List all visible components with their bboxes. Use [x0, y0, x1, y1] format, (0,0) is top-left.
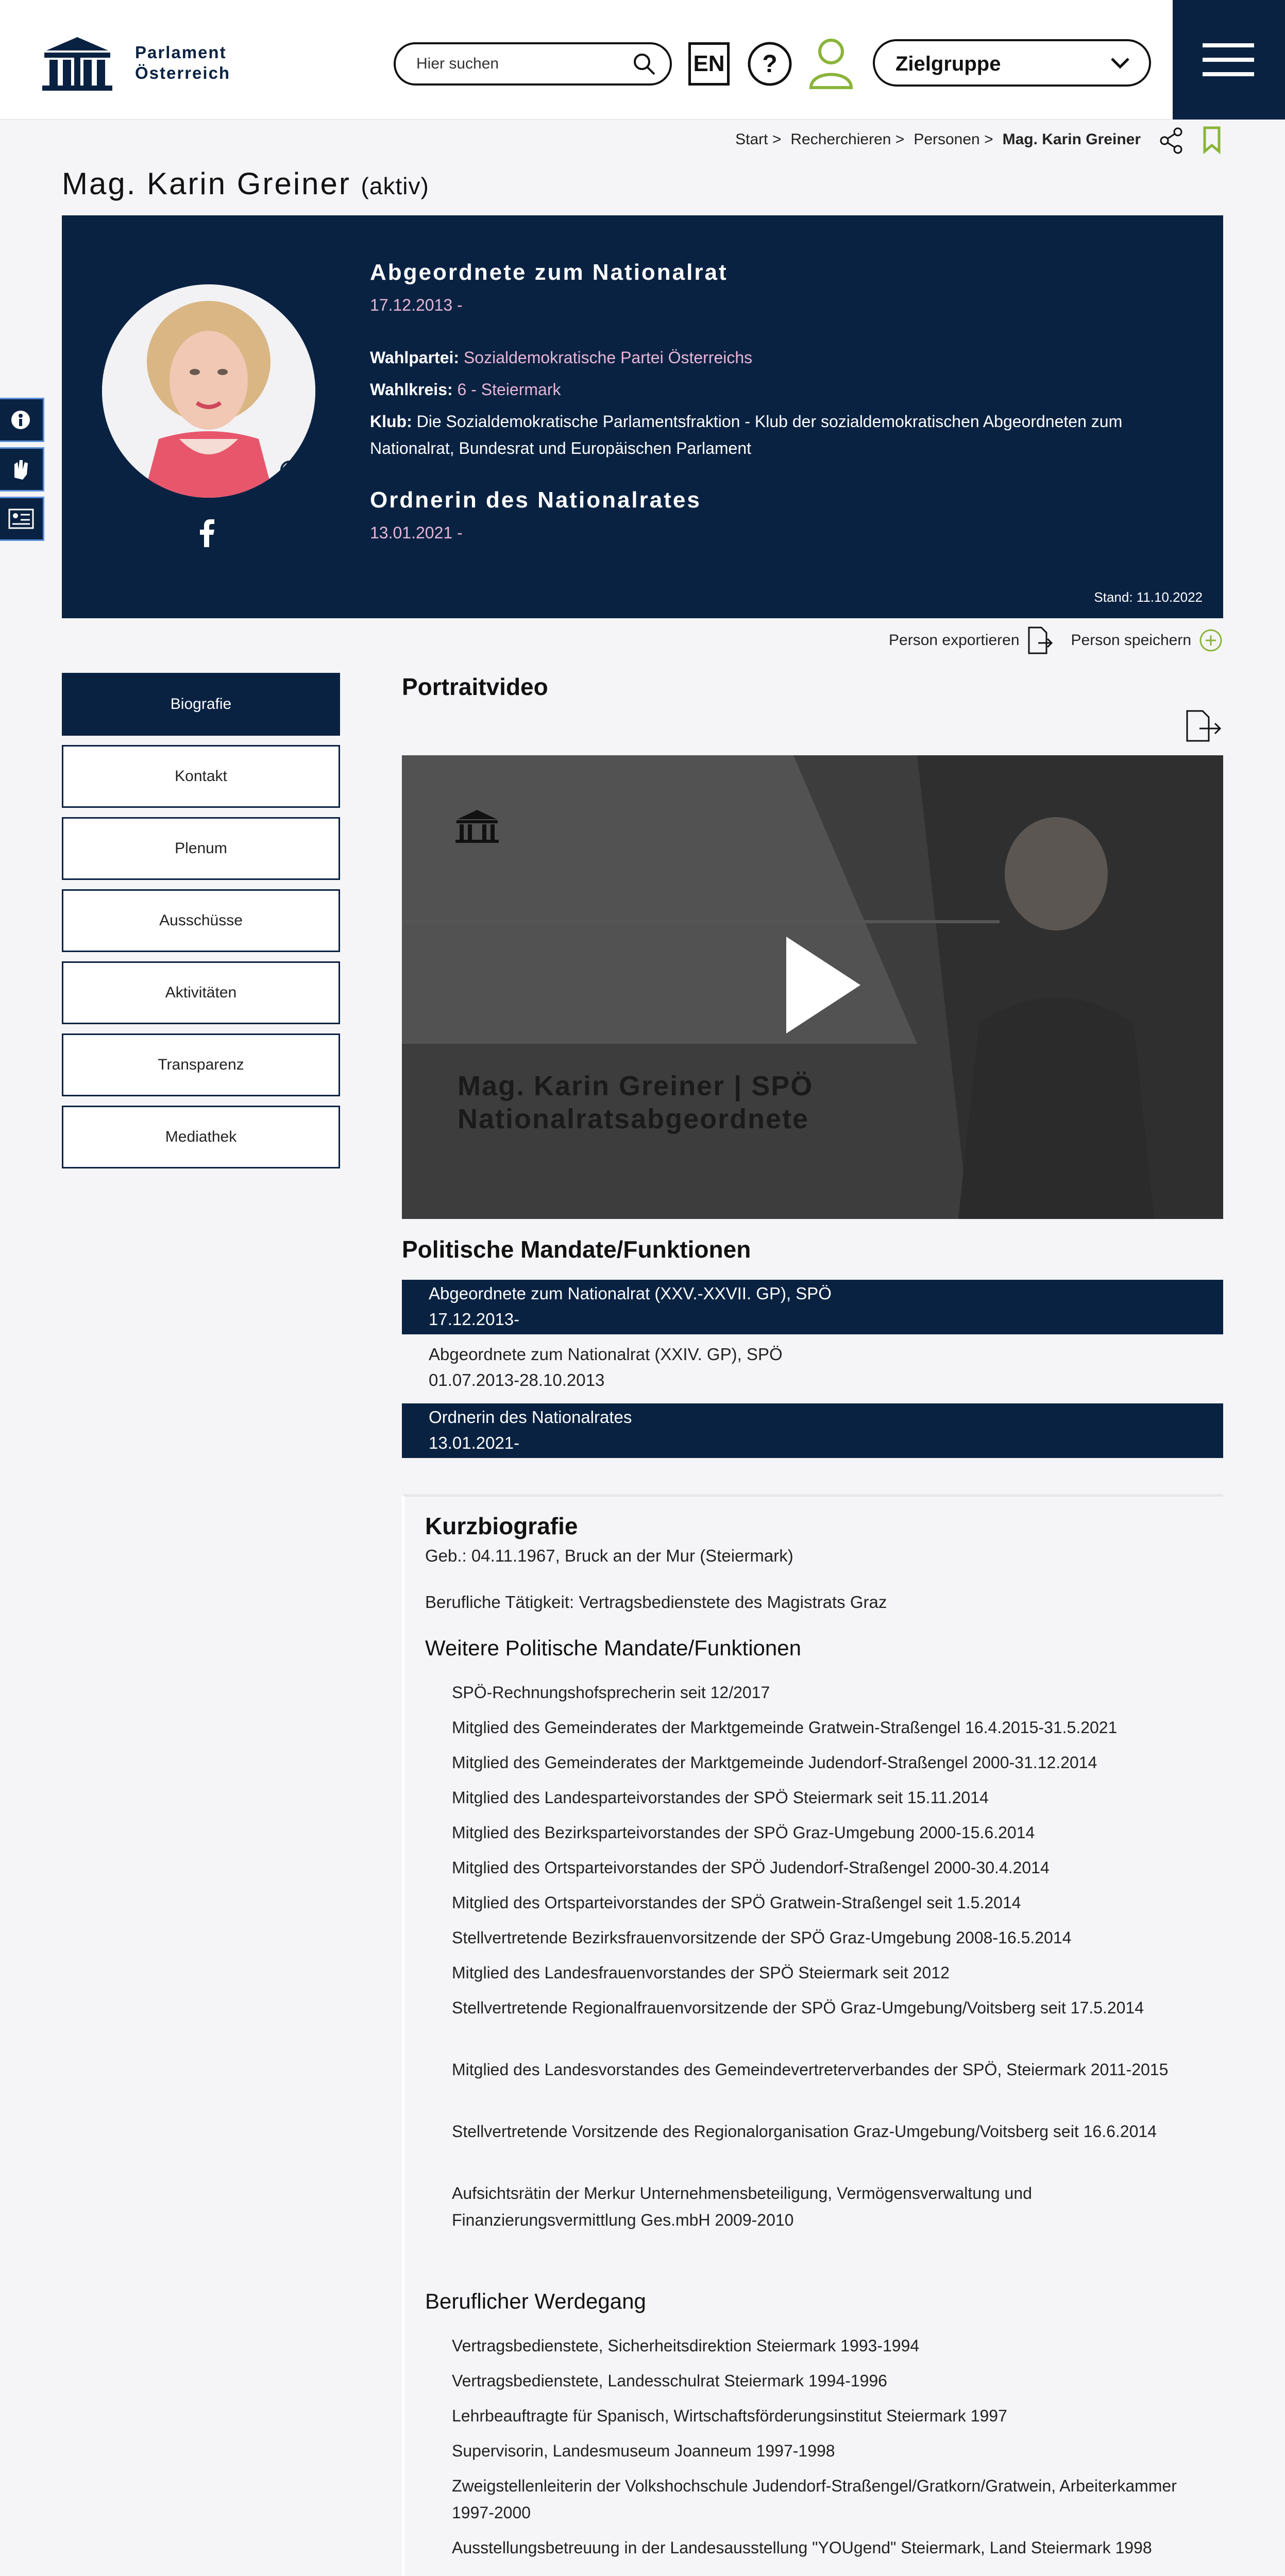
- hand-icon: [0, 449, 42, 490]
- career-item: Supervisorin, Landesmuseum Joanneum 1997-1998: [452, 2442, 835, 2460]
- wahlpartei-link[interactable]: Sozialdemokratische Partei Österreichs: [463, 348, 753, 367]
- further-mandate-item: Stellvertretende Bezirksfrauenvorsitzende der SPÖ Graz-Umgebung 2008-16.5.2014: [452, 1928, 1072, 1947]
- nav-kontakt[interactable]: Kontakt: [62, 745, 340, 808]
- further-mandate-item: Stellvertretende Regionalfrauenvorsitzende der SPÖ Graz-Umgebung/Voitsberg seit 17.5.2014: [452, 1998, 1144, 2017]
- career-heading: Beruflicher Werdegang: [425, 2289, 646, 2313]
- wahlpartei-label: Wahlpartei:: [370, 348, 460, 367]
- video-title-line1: Mag. Karin Greiner | SPÖ: [458, 1071, 814, 1101]
- further-mandate-item: Aufsichtsrätin der Merkur Unternehmensbeteiligung, Vermögensverwaltung und Finanzierungsvermittlung Ges.mbH 2009-2010: [452, 2184, 1032, 2229]
- video-title-line2: Nationalratsabgeordnete: [458, 1104, 809, 1134]
- further-mandate-item: Mitglied des Gemeinderates der Marktgemeinde Gratwein-Straßengel 16.4.2015-31.5.2021: [452, 1718, 1118, 1737]
- breadcrumb-recherchieren[interactable]: Recherchieren >: [790, 131, 905, 148]
- audience-dropdown-label: Zielgruppe: [895, 53, 1001, 75]
- audience-dropdown[interactable]: [873, 39, 1151, 87]
- chevron-down-icon: [1110, 57, 1130, 70]
- save-person-label[interactable]: Person speichern: [1071, 632, 1191, 649]
- person-name: Mag. Karin Greiner: [62, 166, 351, 201]
- further-mandate-item: Stellvertretende Vorsitzende des Regionalorganisation Graz-Umgebung/Voitsberg seit 16.6.2014: [452, 2122, 1157, 2141]
- wahlkreis-link[interactable]: 6 - Steiermark: [457, 380, 561, 399]
- further-mandate-item: Mitglied des Landesparteivorstandes der SPÖ Steiermark seit 15.11.2014: [452, 1788, 989, 1807]
- bookmark-icon[interactable]: [1202, 126, 1222, 155]
- further-mandate-item: Mitglied des Ortsparteivorstandes der SPÖ Judendorf-Straßengel 2000-30.4.2014: [452, 1858, 1050, 1877]
- klub-line: [370, 408, 1174, 462]
- breadcrumb-start[interactable]: Start >: [735, 131, 782, 148]
- mandate-title: Ordnerin des Nationalrates: [429, 1408, 632, 1427]
- export-person-label[interactable]: Person exportieren: [889, 632, 1020, 649]
- help-icon[interactable]: [746, 40, 793, 88]
- role-date-abgeordnete: 17.12.2013 -: [370, 296, 463, 314]
- language-switch-button[interactable]: EN: [688, 42, 730, 86]
- wahlkreis-line: [370, 376, 1174, 403]
- stand-date: Stand: 11.10.2022: [1094, 589, 1203, 605]
- birth-info: Geb.: 04.11.1967, Bruck an der Mur (Steiermark): [425, 1546, 793, 1565]
- further-mandates-heading: Weitere Politische Mandate/Funktionen: [425, 1636, 801, 1660]
- klub-label: Klub:: [370, 412, 412, 431]
- role-title-ordnerin: Ordnerin des Nationalrates: [370, 487, 701, 513]
- nav-transparenz[interactable]: Transparenz: [62, 1033, 340, 1096]
- career-item: Vertragsbedienstete, Sicherheitsdirektion Steiermark 1993-1994: [452, 2336, 920, 2355]
- person-actions: [889, 625, 1223, 655]
- breadcrumb: [735, 131, 1141, 148]
- mandates-heading: Politische Mandate/Funktionen: [402, 1236, 751, 1263]
- svg-text:?: ?: [762, 50, 777, 78]
- further-mandate-item: Mitglied des Gemeinderates der Marktgemeinde Judendorf-Straßengel 2000-31.12.2014: [452, 1753, 1097, 1772]
- mandate-date: 01.07.2013-28.10.2013: [429, 1370, 605, 1389]
- nav-aktivitaeten[interactable]: Aktivitäten: [62, 961, 340, 1024]
- biography-section: [402, 1494, 1223, 2576]
- wahlpartei-line: [370, 344, 1174, 371]
- kurzbiografie-heading: Kurzbiografie: [425, 1513, 578, 1539]
- portrait-video-heading: Portraitvideo: [402, 673, 548, 700]
- career-item: Vertragsbedienstete, Landesschulrat Steiermark 1994-1996: [452, 2371, 887, 2390]
- export-icon[interactable]: [1027, 625, 1054, 655]
- role-title-abgeordnete: Abgeordnete zum Nationalrat: [370, 260, 728, 285]
- wahlkreis-label: Wahlkreis:: [370, 380, 453, 399]
- job-info: Berufliche Tätigkeit: Vertragsbedienstete des Magistrats Graz: [425, 1592, 887, 1612]
- career-item: Ausstellungsbetreuung in der Landesausstellung "YOUgend" Steiermark, Land Steiermark 1998: [452, 2538, 1152, 2557]
- zoom-in-icon[interactable]: [278, 459, 306, 486]
- breadcrumb-personen[interactable]: Personen >: [914, 131, 993, 148]
- klub-value[interactable]: Die Sozialdemokratische Parlamentsfraktion - Klub der sozialdemokratischen Abgeordneten zum Nationalrat, Bundesrat und Europäischen Parlament: [370, 412, 1123, 457]
- further-mandate-item: SPÖ-Rechnungshofsprecherin seit 12/2017: [452, 1683, 770, 1702]
- user-icon[interactable]: [808, 36, 854, 90]
- page-title: [62, 166, 429, 201]
- video-thumbnail: [402, 755, 1223, 1219]
- parliament-logo[interactable]: [41, 35, 230, 91]
- breadcrumb-current: Mag. Karin Greiner: [1002, 131, 1141, 148]
- career-item: Lehrbeauftragte für Spanisch, Wirtschaftsförderungsinstitut Steiermark 1997: [452, 2406, 1007, 2425]
- person-status: (aktiv): [361, 173, 429, 199]
- facebook-icon[interactable]: [199, 519, 215, 547]
- nav-mediathek[interactable]: Mediathek: [62, 1106, 340, 1168]
- easy-read-icon: [0, 498, 42, 539]
- mandate-item[interactable]: [402, 1280, 1223, 1334]
- export-video-icon[interactable]: [1185, 709, 1222, 743]
- nav-plenum[interactable]: Plenum: [62, 817, 340, 880]
- logo-text-line2: Österreich: [135, 63, 231, 82]
- logo-text-line1: Parlament: [135, 43, 227, 62]
- parliament-building-icon: [41, 35, 113, 91]
- site-header: [0, 0, 1285, 120]
- search-box: [394, 42, 672, 86]
- easy-language-button[interactable]: [0, 497, 44, 541]
- portrait-video-player[interactable]: [402, 755, 1223, 1219]
- accessibility-button[interactable]: [0, 398, 44, 442]
- accessibility-icon: [0, 399, 42, 440]
- add-circle-icon[interactable]: [1198, 628, 1223, 653]
- search-input[interactable]: [416, 54, 633, 74]
- hamburger-icon: [1203, 43, 1254, 47]
- further-mandate-item: Mitglied des Landesvorstandes des Gemeindevertreterverbandes der SPÖ, Steiermark 2011-2015: [452, 2060, 1169, 2079]
- role-date-ordnerin: 13.01.2021 -: [370, 523, 463, 542]
- sign-language-button[interactable]: [0, 447, 44, 492]
- share-icon[interactable]: [1159, 127, 1183, 155]
- further-mandate-item: Mitglied des Ortsparteivorstandes der SPÖ Gratwein-Straßengel seit 1.5.2014: [452, 1893, 1021, 1912]
- further-mandate-item: Mitglied des Landesfrauenvorstandes der SPÖ Steiermark seit 2012: [452, 1963, 950, 1982]
- career-item: Zweigstellenleiterin der Volkshochschule Judendorf-Straßengel/Gratkorn/Gratwein, Arbeiterkammer 1997-2000: [452, 2477, 1177, 2522]
- mandate-title: Abgeordnete zum Nationalrat (XXIV. GP), SPÖ: [429, 1345, 783, 1364]
- search-icon[interactable]: [632, 52, 657, 77]
- profile-banner: [62, 215, 1223, 618]
- mandate-title: Abgeordnete zum Nationalrat (XXV.-XXVII. GP), SPÖ: [429, 1284, 832, 1303]
- mandate-date: 17.12.2013-: [429, 1310, 520, 1329]
- mandate-item[interactable]: [402, 1341, 1223, 1395]
- nav-biografie[interactable]: Biografie: [62, 673, 340, 736]
- mandate-item[interactable]: [402, 1403, 1223, 1458]
- mandate-date: 13.01.2021-: [429, 1433, 520, 1452]
- menu-button[interactable]: [1173, 0, 1285, 120]
- further-mandate-item: Mitglied des Bezirksparteivorstandes der SPÖ Graz-Umgebung 2000-15.6.2014: [452, 1823, 1035, 1842]
- nav-ausschuesse[interactable]: Ausschüsse: [62, 889, 340, 952]
